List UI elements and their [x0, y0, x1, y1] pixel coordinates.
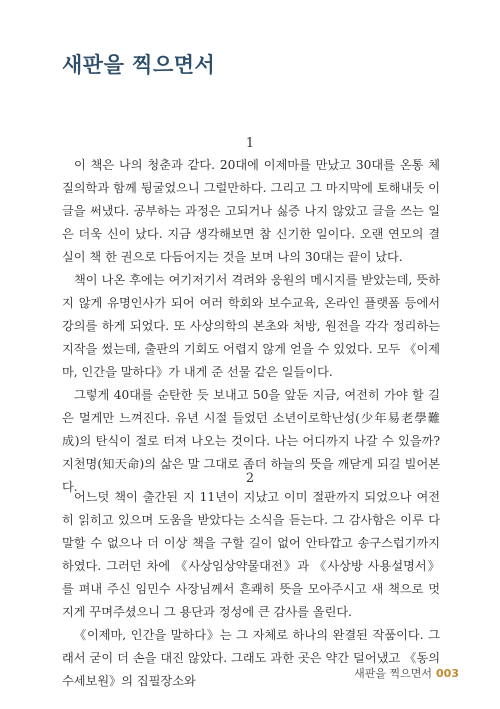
section-number: 2: [245, 471, 255, 486]
paragraph: 어느덧 책이 출간된 지 11년이 지났고 이미 절판까지 되었으나 여전히 읽히고 있으며 도움을 받았다는 소식을 듣는다. 그 감사함은 이루 다 말할 수 없으나 더 이상 책을 구할 길이 없어 안타깝고 송구스럽기까지 하였다. 그러던 차에 《사상임상약물대전》과 《사상방 사용설명서》를 펴내 주신 임민수 사장님께서 흔쾌히 뜻을 모아주시고 새 책으로 멋지게 꾸며주셨으니 그 용단과 정성에 큰 감사를 올린다.: [62, 490, 440, 619]
paragraph: 책이 나온 후에는 여기저기서 격려와 응원의 메시지를 받았는데, 뜻하지 않게 유명인사가 되어 여러 학회와 보수교육, 온라인 플랫폼 등에서 강의를 하게 되었다. 또 사상의학의 본초와 처방, 원전을 각각 정리하는 지작을 썼는데, 출판의 기회도 어렵지 않게 얻을 수 있었다. 모두 《이제마, 인간을 말하다》가 내게 준 선물 같은 일들이다.: [62, 273, 440, 379]
page-footer: [354, 665, 459, 681]
section-body: [62, 486, 440, 693]
running-title: 새판을 찍으면서: [354, 667, 433, 680]
section-body: [62, 154, 440, 499]
paragraph: 이 책은 나의 청춘과 같다. 20대에 이제마를 만났고 30대를 온통 체질의학과 함께 뒹굴었으니 그럴만하다. 그리고 그 마지막에 토해내듯 이 글을 써냈다. 공부하는 과정은 고되거나 싫증 나지 않았고 글을 쓰는 일은 더욱 신이 났다. 지금 생각해보면 참 신기한 일이다. 오랜 연모의 결실이 책 한 권으로 다듬어지는 것을 보며 나의 30대는 끝이 났다.: [62, 158, 440, 264]
section-number: 1: [245, 136, 255, 151]
chapter-title: 새판을 찍으면서: [62, 52, 216, 77]
paragraph: 그렇게 40대를 순탄한 듯 보내고 50을 앞둔 지금, 여전히 가야 할 길은 멀게만 느껴진다. 유년 시절 들었던 소년이로학난성(少年易老學難成)의 탄식이 절로 터져 나오는 것이다. 나는 어디까지 나갈 수 있을까? 지천명(知天命)의 삶은 말 그대로 좀더 하늘의 뜻을 깨닫게 되길 빌어본다.: [62, 388, 440, 494]
paragraph: 《이제마, 인간을 말하다》는 그 자체로 하나의 완결된 작품이다. 그래서 굳이 더 손을 대진 않았다. 그래도 과한 곳은 약간 덜어냈고 《동의수세보원》의 집필장소와: [62, 628, 440, 688]
page-number: 003: [436, 667, 459, 680]
